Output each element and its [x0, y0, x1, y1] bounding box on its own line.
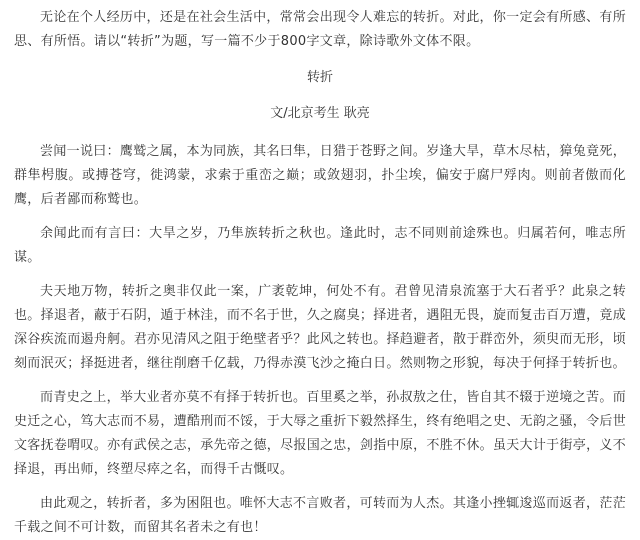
essay-paragraph: 而青史之上，举大业者亦莫不有择于转折也。百里奚之举，孙叔敖之仕，皆自其不辍于逆境之苦。而史迁之心，笃大志而不易，遭酷刑而不馁，于大辱之重折下毅然择生，终有绝唱之史、无韵之骚，令后世文客抚卷喟叹。亦有武侯之志，承先帝之德，尽报国之忠，剑指中原，不胜不休。虽天大计于街亭，义不择退，再出师，终塑尽瘁之名，而得千古慨叹。 [14, 390, 626, 477]
essay-title: 转折 [306, 70, 333, 85]
essay-paragraph: 余闻此而有言曰：大旱之岁，乃隼族转折之秋也。逢此时，志不同则前途殊也。归属若何，唯志所谋。 [14, 226, 626, 265]
essay-paragraph: 夫天地万物，转折之奥非仅此一案，广袤乾坤，何处不有。君曾见清泉流塞于大石者乎？此泉之转也。择退者，蔽于石阴，遁于林洼，而不名于世，久之腐臭；择进者，遇阻无畏，旋而复击百万遭，竟成深谷疾流而遏舟舸。君亦见清风之阻于绝壁者乎？此风之转也。择趋避者，散于群峦外，须臾而无形，顷刻而泯灭；择挺进者，继往削磨千亿载，乃得赤漠飞沙之掩白日。然则物之形貌，每决于何择于转折也。 [14, 284, 626, 371]
essay-paragraph: 由此观之，转折者，多为困阻也。唯怀大志不言败者，可转而为人杰。其逢小挫辄逡巡而返者，茫茫千载之间不可计数，而留其名者未之有也！ [14, 496, 626, 535]
essay-prompt: 无论在个人经历中，还是在社会生活中，常常会出现令人难忘的转折。对此，你一定会有所感、有所思、有所悟。请以“转折”为题，写一篇不少于800字文章，除诗歌外文体不限。 [14, 10, 626, 49]
essay-byline: 文/北京考生 耿亮 [270, 106, 370, 121]
essay-paragraph: 尝闻一说曰：鹰鹫之属，本为同族，其名曰隼，日猎于苍野之间。岁逢大旱，草木尽枯，獐兔竟死，群隼枵腹。或搏苍穹，徙鸿蒙，求索于重峦之巅；或敛翅羽，扑尘埃，偏安于腐尸殍肉。则前者傲而化鹰，后者鄙而称鹫也。 [14, 144, 626, 207]
